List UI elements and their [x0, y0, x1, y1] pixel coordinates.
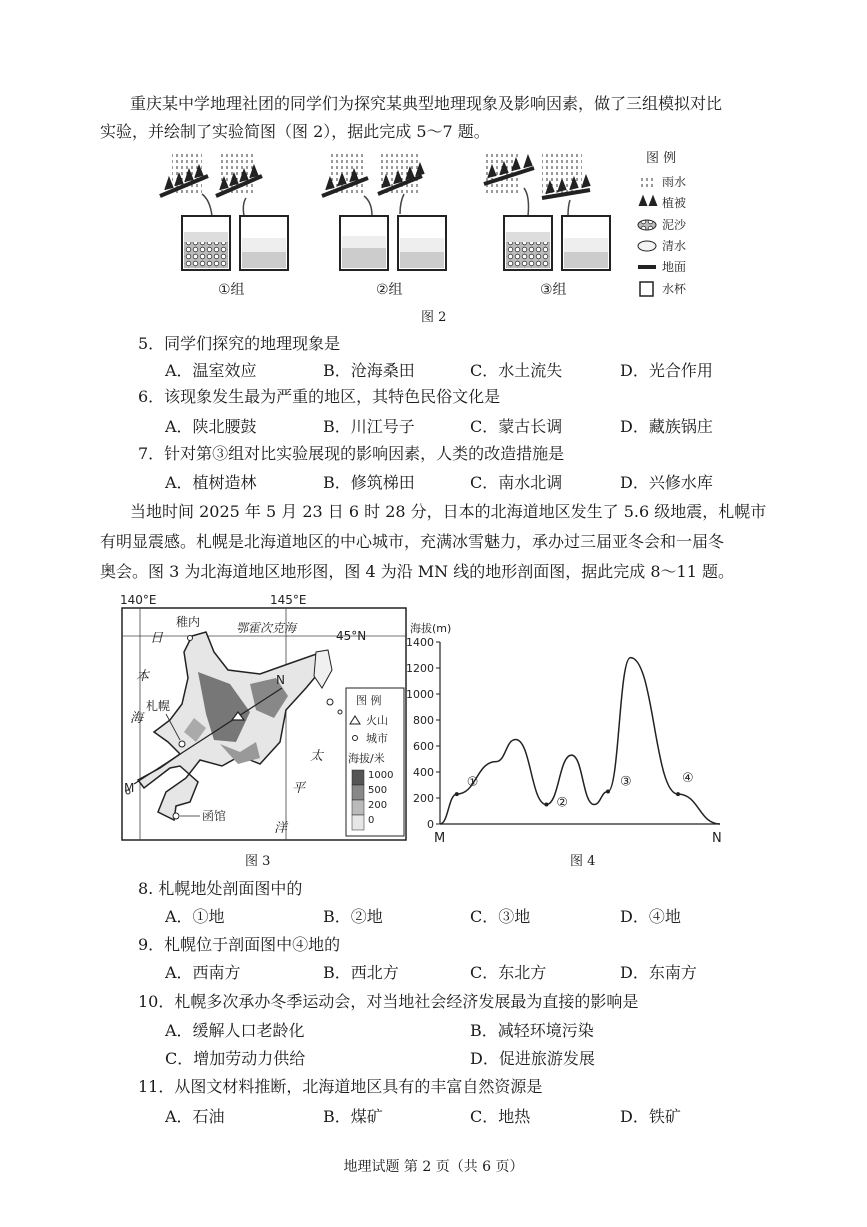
fig2-legend: [638, 151, 687, 296]
intro-line: 奥会。图 3 为北海道地区地形图，图 4 为沿 MN 线的地形剖面图，据此完成 8～11 题。: [100, 562, 734, 581]
q9-option-a[interactable]: A．西南方: [165, 963, 241, 982]
q5-option-d[interactable]: D．光合作用: [620, 361, 713, 380]
ocean-label: 太: [310, 749, 324, 764]
q10-option-d[interactable]: D．促进旅游发展: [470, 1049, 595, 1068]
q9-option-b[interactable]: B．西北方: [323, 963, 399, 982]
fig3-legend-title: 图 例: [356, 694, 382, 707]
figure-3-map: [110, 592, 410, 854]
fig2-legend-item: 水杯: [662, 282, 687, 296]
profile-point: [676, 792, 680, 796]
question-5-stem: 5．同学们探究的地理现象是: [138, 334, 341, 353]
profile-marker: ②: [556, 795, 569, 811]
q11-option-a[interactable]: A．石油: [165, 1107, 225, 1126]
m-label: M: [124, 781, 135, 795]
fig2-legend-item: 泥沙: [662, 218, 687, 232]
fig3-legend-value: 500: [368, 785, 388, 796]
intro-line: 实验，并绘制了实验简图（图 2），据此完成 5～7 题。: [100, 122, 490, 141]
question-11-stem: 11．从图文材料推断，北海道地区具有的丰富自然资源是: [138, 1077, 543, 1096]
profile-marker: ③: [620, 774, 632, 790]
ocean-label: 洋: [274, 821, 288, 836]
q11-option-d[interactable]: D．铁矿: [620, 1107, 681, 1126]
profile-marker: ④: [682, 771, 694, 787]
sea-label: 日: [150, 631, 164, 646]
q8-option-c[interactable]: C．③地: [470, 907, 531, 926]
group-3-diagram: [484, 154, 610, 270]
lon-140: 140°E: [120, 593, 157, 607]
profile-point: [544, 803, 548, 807]
y-tick-label: 1000: [406, 688, 434, 701]
q10-option-a[interactable]: A．缓解人口老龄化: [165, 1021, 305, 1040]
sea-label: 本: [136, 669, 150, 684]
fig3-legend-elev: 海拔/米: [348, 752, 385, 765]
hakodate-dot: [173, 813, 179, 819]
sapporo-label: 札幌: [146, 699, 171, 713]
group-label: ③组: [540, 282, 567, 298]
y-tick-label: 0: [427, 818, 434, 831]
fig3-legend-city: 城市: [366, 732, 388, 745]
group-label: ①组: [218, 282, 245, 298]
q7-option-d[interactable]: D．兴修水库: [620, 473, 713, 492]
q11-option-c[interactable]: C．地热: [470, 1107, 531, 1126]
fig3-legend-value: 200: [368, 800, 388, 811]
q6-option-a[interactable]: A．陕北腰鼓: [165, 417, 257, 436]
fig2-legend-title: 图 例: [646, 151, 677, 166]
q7-option-b[interactable]: B．修筑梯田: [323, 473, 415, 492]
y-tick-label: 400: [413, 766, 434, 779]
hakodate-label: 函馆: [202, 809, 227, 823]
intro-line: 当地时间 2025 年 5 月 23 日 6 时 28 分，日本的北海道地区发生了 5.6 级地震，札幌市: [130, 502, 767, 521]
intro-line: 有明显震感。札幌是北海道地区的中心城市，充满冰雪魅力，承办过三届亚冬会和一届冬: [100, 532, 725, 551]
q8-option-b[interactable]: B．②地: [323, 907, 383, 926]
q7-option-c[interactable]: C．南水北调: [470, 473, 563, 492]
wakkanai-label: 稚内: [176, 615, 201, 629]
fig3-legend: [346, 688, 404, 836]
lat-45: 45°N: [336, 629, 367, 643]
q8-option-a[interactable]: A．①地: [165, 907, 225, 926]
fig2-legend-item: 雨水: [662, 175, 687, 189]
profile-m-label: M: [434, 831, 446, 846]
question-8-stem: 8. 札幌地处剖面图中的: [138, 879, 303, 898]
question-10-stem: 10．札幌多次承办冬季运动会，对当地社会经济发展最为直接的影响是: [138, 992, 639, 1011]
q8-option-d[interactable]: D．④地: [620, 907, 681, 926]
q10-option-c[interactable]: C．增加劳动力供给: [165, 1049, 306, 1068]
intro-line: 重庆某中学地理社团的同学们为探究某典型地理现象及影响因素，做了三组模拟对比: [130, 94, 723, 113]
q6-option-d[interactable]: D．藏族锅庄: [620, 417, 713, 436]
q10-option-b[interactable]: B．减轻环境污染: [470, 1021, 594, 1040]
q7-option-a[interactable]: A．植树造林: [165, 473, 257, 492]
fig4-caption: 图 4: [570, 854, 596, 869]
profile-marker: ①: [466, 775, 479, 791]
ocean-label: 平: [292, 781, 306, 796]
fig3-legend-volcano: 火山: [366, 714, 388, 727]
figure-4-profile: [400, 612, 740, 848]
y-tick-label: 1200: [406, 662, 434, 675]
q6-option-b[interactable]: B．川江号子: [323, 417, 415, 436]
profile-ylabel: 海拔(m): [410, 622, 452, 635]
sea-label: 海: [130, 711, 144, 726]
fig2-caption: 图 2: [421, 310, 447, 325]
y-tick-label: 600: [413, 740, 434, 753]
question-9-stem: 9．札幌位于剖面图中④地的: [138, 935, 341, 954]
q11-option-b[interactable]: B．煤矿: [323, 1107, 383, 1126]
y-tick-label: 200: [413, 792, 434, 805]
q5-option-c[interactable]: C．水土流失: [470, 361, 563, 380]
fig2-legend-item: 清水: [662, 239, 687, 253]
q5-option-a[interactable]: A．温室效应: [165, 361, 257, 380]
fig2-legend-item: 植被: [662, 196, 687, 210]
wakkanai-dot: [188, 636, 193, 641]
group-label: ②组: [376, 282, 403, 298]
page-footer: 地理试题 第 2 页（共 6 页）: [343, 1159, 524, 1175]
sapporo-dot: [179, 741, 185, 747]
profile-point: [606, 790, 610, 794]
q9-option-c[interactable]: C．东北方: [470, 963, 547, 982]
q6-option-c[interactable]: C．蒙古长调: [470, 417, 563, 436]
figure-2: [150, 148, 710, 324]
profile-line: [440, 658, 720, 824]
y-tick-label: 800: [413, 714, 434, 727]
profile-n-label: N: [712, 831, 722, 846]
fig3-legend-value: 1000: [368, 770, 394, 781]
okhotsk-label: 鄂霍次克海: [236, 621, 297, 635]
lon-145: 145°E: [270, 593, 307, 607]
profile-point: [455, 792, 459, 796]
question-6-stem: 6．该现象发生最为严重的地区，其特色民俗文化是: [138, 387, 501, 406]
q5-option-b[interactable]: B．沧海桑田: [323, 361, 415, 380]
q9-option-d[interactable]: D．东南方: [620, 963, 697, 982]
fig2-legend-item: 地面: [662, 260, 687, 274]
y-tick-label: 1400: [406, 636, 434, 649]
fig3-legend-value: 0: [368, 815, 375, 826]
fig3-caption: 图 3: [245, 854, 271, 869]
question-7-stem: 7．针对第③组对比实验展现的影响因素，人类的改造措施是: [138, 444, 565, 463]
group-2-diagram: [322, 154, 446, 270]
group-1-diagram: [160, 154, 288, 270]
n-label: N: [276, 673, 285, 687]
